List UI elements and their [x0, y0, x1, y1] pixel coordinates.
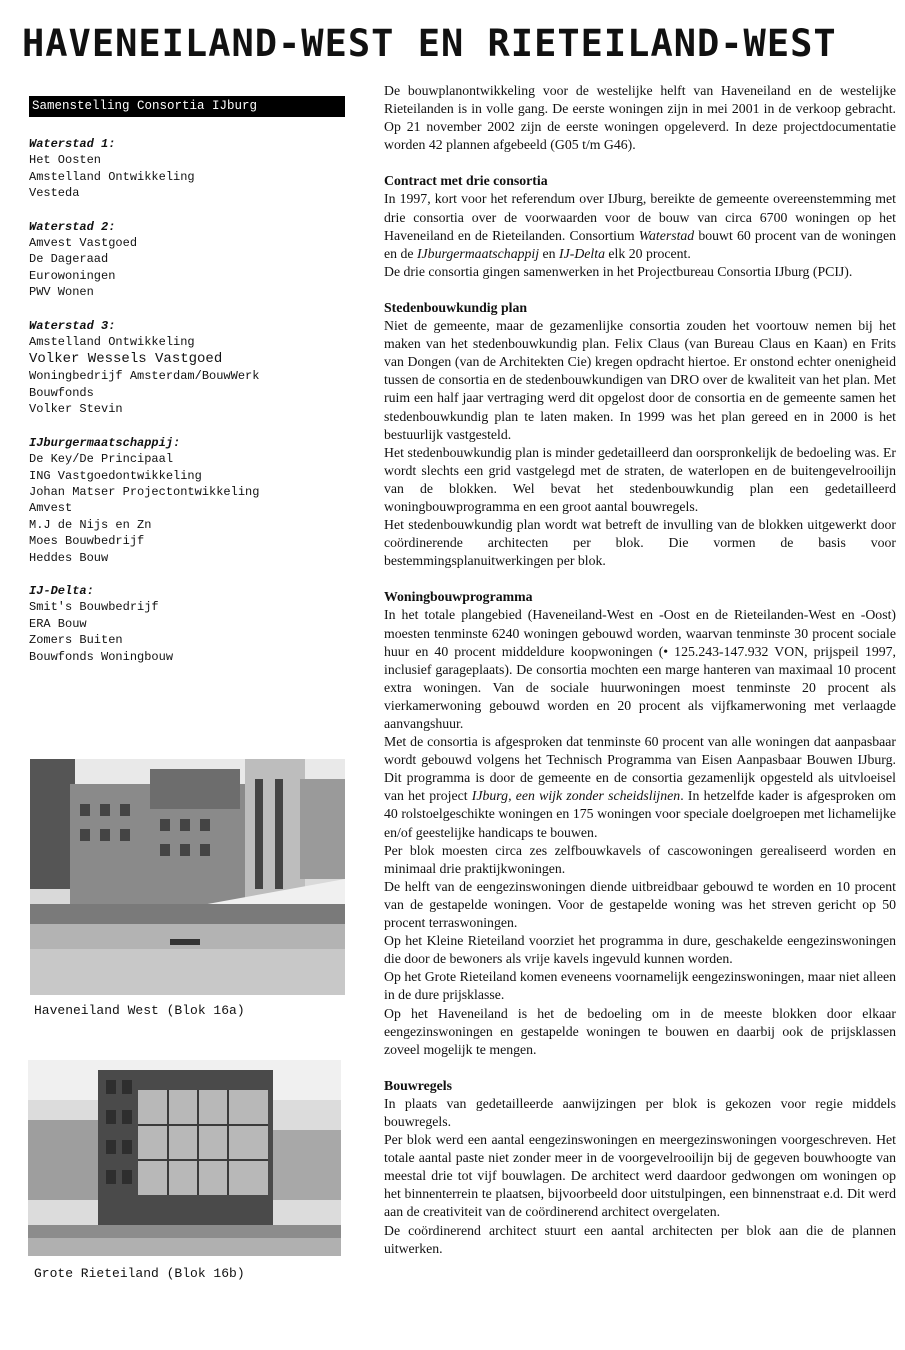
- consortium-member: Smit's Bouwbedrijf: [29, 600, 159, 615]
- consortium-member: De Dageraad: [29, 252, 109, 267]
- photo-caption-2: Grote Rieteiland (Blok 16b): [34, 1266, 245, 1281]
- consortium-group: [29, 219, 345, 301]
- consortium-member: ING Vastgoedontwikkeling: [29, 468, 202, 483]
- consortium-member: Eurowoningen: [29, 268, 116, 283]
- consortium-member: Volker Stevin: [29, 402, 123, 417]
- photo-grote-rieteiland: [28, 1060, 341, 1256]
- consortium-member: Heddes Bouw: [29, 550, 109, 565]
- contract-paragraph-1: In 1997, kort voor het referendum over IJburg, bereikte de gemeente overeenstemming met drie consortia over de voorwaarden voor de bouw van circa 6700 woningen op het Haveneiland en de Rieteilanden. Consortium Waterstad bouwt 60 procent van de woningen en de IJburgermaatschappij en IJ-Delta elk 20 procent.: [384, 191, 896, 261]
- section-title-contract: Contract met drie consortia: [384, 173, 548, 189]
- woning-paragraph-6: Op het Grote Rieteiland komen eveneens voornamelijk eengezinswoningen, maar niet alleen in de dure prijsklasse.: [384, 969, 896, 1003]
- consortium-member: Amstelland Ontwikkeling: [29, 169, 195, 184]
- stedenbouw-paragraph-3: Het stedenbouwkundig plan wordt wat betreft de invulling van de blokken uitgewerkt door coördinerende architecten per blok. Die vormen de basis voor bestemmingsplanuitwerkingen per blok.: [384, 517, 896, 569]
- section-title-stedenbouw: Stedenbouwkundig plan: [384, 299, 528, 315]
- consortium-member: Johan Matser Projectontwikkeling: [29, 484, 260, 499]
- consortia-groups: [29, 136, 345, 665]
- woning-paragraph-7: Op het Haveneiland is het de bedoeling om in de meeste blokken door elkaar eengezinswoningen en gestapelde woningen te bouwen en daarbij ook de prijsklassen zoveel mogelijk te mengen.: [384, 1005, 896, 1057]
- bouwregels-paragraph-1: In plaats van gedetailleerde aanwijzingen per blok is gekozen voor regie middels bouwregels.: [384, 1095, 896, 1129]
- consortium-member: ERA Bouw: [29, 616, 87, 631]
- consortium-member: M.J de Nijs en Zn: [29, 517, 152, 532]
- consortium-member: PWV Wonen: [29, 285, 94, 300]
- contract-paragraph-2: De drie consortia gingen samenwerken in het Projectbureau Consortia IJburg (PCIJ).: [384, 263, 853, 279]
- consortium-name: Waterstad 1:: [29, 137, 116, 151]
- section-title-bouwregels: Bouwregels: [384, 1077, 452, 1093]
- consortium-member: Woningbedrijf Amsterdam/BouwWerk: [29, 369, 260, 384]
- bouwregels-paragraph-2: Per blok werd een aantal eengezinswoningen en meergezinswoningen voorgeschreven. Het totale aantal paste niet zonder meer in de voorgevelrooilijn bij de gegeven bouwhoogte van meestal drie tot vijf bouwlagen. De architect werd daardoor gedwongen om woningen op het binnenterrein te plaatsen, bijvoorbeeld door uitstulpingen, een binnenstraat e.d. Dit werd aan de creativiteit van de coördinerend architect overgelaten.: [384, 1132, 896, 1220]
- consortium-member: Het Oosten: [29, 153, 102, 168]
- consortium-name: IJ-Delta:: [29, 583, 94, 598]
- photo-haveneiland-west: [30, 759, 345, 995]
- woning-paragraph-5: Op het Kleine Rieteiland voorziet het programma in dure, geschakelde eengezinswoningen die door de bewoners als vrije kavels ingevuld kunnen worden.: [384, 933, 896, 967]
- consortium-member: Volker Wessels Vastgoed: [29, 351, 223, 368]
- consortium-group: [29, 136, 345, 202]
- section-title-woningbouw: Woningbouwprogramma: [384, 589, 533, 605]
- consortium-member: De Key/De Principaal: [29, 452, 174, 467]
- photo-caption-1: Haveneiland West (Blok 16a): [34, 1003, 245, 1018]
- consortium-name: Waterstad 3:: [29, 318, 116, 333]
- consortium-member: Vesteda: [29, 186, 80, 201]
- consortium-name: IJburgermaatschappij:: [29, 435, 181, 450]
- woning-paragraph-2: Met de consortia is afgesproken dat tenminste 60 procent van alle woningen dat aanpasbaar wordt gebouwd volgens het Technisch Programma van Eisen Aanpasbaar Bouwen IJburg. Dit programma is door de gemeente en de consortia gezamenlijk opgesteld als uitvloeisel van het project IJburg, een wijk zonder scheidslijnen. In hetzelfde kader is afgesproken om 40 rolstoelgeschikte woningen en 175 woningen voor speciale doelgroepen met lichamelijke en/of geestelijke handicaps te bouwen.: [384, 734, 897, 840]
- consortium-group: [29, 318, 345, 418]
- consortium-name: Waterstad 2:: [29, 219, 116, 234]
- consortium-group: [29, 583, 345, 665]
- woning-paragraph-3: Per blok moesten circa zes zelfbouwkavels of cascowoningen gerealiseerd worden en minimaal drie praktijkwoningen.: [384, 842, 896, 876]
- consortium-member: Moes Bouwbedrijf: [29, 534, 145, 549]
- main-article: [384, 82, 896, 1258]
- consortium-member: Zomers Buiten: [29, 633, 123, 648]
- consortium-member: Amvest Vastgoed: [29, 236, 138, 251]
- woning-paragraph-4: De helft van de eengezinswoningen diende uitbreidbaar gebouwd te worden en 10 procent van de gestapelde woningen. Voor de gestapelde woning was het streven gericht op 50 procent terraswoningen.: [384, 878, 896, 931]
- page-title: HAVENEILAND-WEST EN RIETEILAND-WEST: [22, 22, 837, 65]
- bouwregels-paragraph-3: De coördinerend architect stuurt een aantal architecten per blok aan die de plannen uitwerken.: [384, 1222, 896, 1256]
- sidebar-header: Samenstelling Consortia IJburg: [29, 96, 345, 117]
- consortium-member: Amvest: [29, 501, 73, 516]
- woning-paragraph-1: In het totale plangebied (Haveneiland-West en -Oost en de Rieteilanden-West en -Oost) moesten tenminste 6240 woningen gebouwd worden, waarvan tenminste 30 procent sociale huur en 40 procent middeldure koopwoningen (• 125.243-147.932 VON, prijspeil 1997, inclusief garageplaats). De consortia mochten een marge hanteren van maximaal 10 procent extra woningen. Van de sociale huurwoningen moest tenminste 20 procent als vierkamerwoning gebouwd worden en 20 procent als vijfkamerwoning met verlaagde aanvangshuur.: [384, 607, 896, 731]
- consortium-member: Bouwfonds: [29, 385, 94, 400]
- consortium-group: [29, 435, 345, 566]
- consortium-member: Amstelland Ontwikkeling: [29, 335, 195, 350]
- consortia-sidebar: [29, 96, 345, 682]
- intro-paragraph: De bouwplanontwikkeling voor de westelijke helft van Haveneiland en de westelijke Rieteilanden is in volle gang. De eerste woningen zijn in mei 2001 in de verkoop gebracht. Op 21 november 2002 zijn de eerste woningen opgeleverd. In deze projectdocumentatie worden 42 plannen afgebeeld (G05 t/m G46).: [384, 83, 896, 153]
- consortium-member: Bouwfonds Woningbouw: [29, 649, 174, 664]
- stedenbouw-paragraph-2: Het stedenbouwkundig plan is minder gedetailleerd dan oorspronkelijk de bedoeling was. Er wordt slechts een grid vastgelegd met de straten, de waterlopen en de buitengevelrooilijn van de blokken. Wel bevat het stedenbouwkundig plan een gedetailleerd woningbouwprogramma en een groot aantal bouwregels.: [384, 444, 896, 514]
- stedenbouw-paragraph-1: Niet de gemeente, maar de gezamenlijke consortia zouden het voortouw nemen bij het maken van het stedenbouwkundig plan. Felix Claus (van Bureau Claus en Kaan) en Frits van Dongen (van de Architekten Cie) kregen opdracht hiertoe. Er onstond echter onenigheid tussen de consortia en de stedenbouwkundigen van DRO over de kwaliteit van het plan. Met ruim een half jaar vertraging werd dit opgelost door de consortia en de gemeente samen het stedenbouwkundig plan te laten maken. In 1999 was het plan gereed en in 2000 is het bestuurlijk vastgesteld.: [384, 318, 896, 442]
